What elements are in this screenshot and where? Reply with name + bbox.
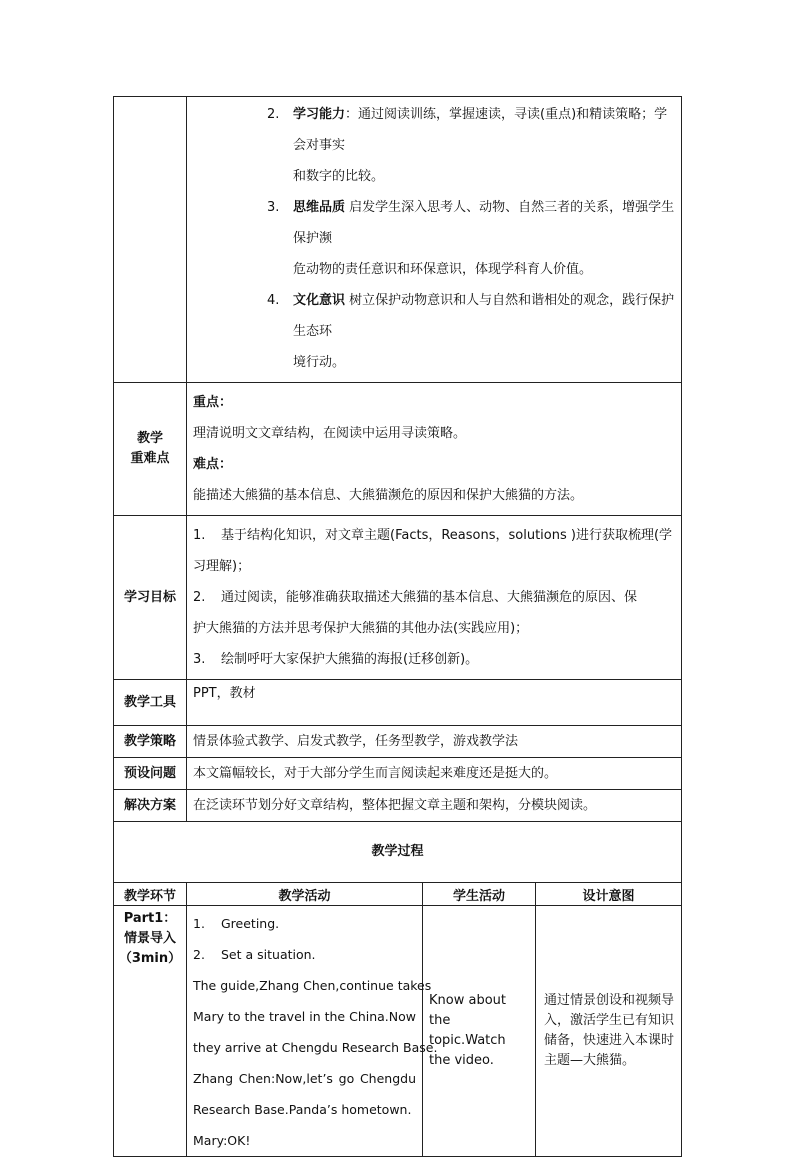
- part1-label-line3: （3min）: [118, 951, 182, 966]
- dialogue-line: Mary to the travel in the China.Now: [193, 1009, 416, 1024]
- objective-line: 通过阅读训练，掌握速读，寻读(重点)和精读策略；学会对事实: [293, 107, 668, 153]
- problem-label: 预设问题: [114, 758, 187, 790]
- problem-text: 本文篇幅较长，对于大部分学生而言阅读起来难度还是挺大的。: [187, 758, 682, 790]
- objective-item: [267, 285, 675, 378]
- objective-item: [267, 192, 675, 285]
- goal-line: 基于结构化知识，对文章主题(Facts，Reasons，solutions )进行获取梳理(学: [221, 528, 673, 543]
- learning-goals-label: 学习目标: [114, 516, 187, 680]
- objective-term: 学习能力: [293, 107, 346, 122]
- strategy-row: [114, 726, 682, 758]
- part1-label-line2: 情景导入: [123, 931, 176, 946]
- objective-text: [293, 285, 675, 378]
- key-points-row: [114, 383, 682, 516]
- activity-text: Greeting.: [221, 916, 280, 931]
- activity-number: 1.: [193, 916, 205, 931]
- header-teacher-activity: 教学活动: [187, 883, 423, 906]
- objective-sep: ：: [345, 107, 359, 122]
- goal-line: 习理解)；: [193, 559, 251, 574]
- goal-item: [193, 644, 675, 675]
- process-header-row: [114, 883, 682, 906]
- objective-text: [293, 99, 675, 192]
- dialogue-line: Mary:OK!: [193, 1133, 251, 1148]
- objective-term: 思维品质: [293, 200, 346, 215]
- part1-design-intent: 通过情景创设和视频导入，激活学生已有知识储备，快速进入本课时主题—大熊猫。: [536, 906, 682, 1157]
- goal-number: 3.: [193, 652, 206, 667]
- key-points-content: [187, 383, 682, 516]
- goal-line: 绘制呼吁大家保护大熊猫的海报(迁移创新)。: [221, 652, 479, 667]
- objective-line: 和数字的比较。: [293, 169, 385, 184]
- key-points-label-line1: 教学: [136, 431, 163, 446]
- goal-line: 护大熊猫的方法并思考保护大熊猫的其他办法(实践应用)；: [193, 621, 529, 636]
- objective-number: 4.: [267, 293, 280, 308]
- part1-label-line1: Part1：: [123, 911, 177, 926]
- objective-item: [267, 99, 675, 192]
- dialogue-line: Research Base.Panda’s hometown.: [193, 1102, 412, 1117]
- goal-number: 1.: [193, 528, 206, 543]
- objective-line: 启发学生深入思考人、动物、自然三者的关系，增强学生保护濒: [293, 200, 675, 246]
- solution-row: [114, 790, 682, 822]
- strategy-label: 教学策略: [114, 726, 187, 758]
- learning-goals-row: [114, 516, 682, 680]
- objective-number: 2.: [267, 107, 280, 122]
- objectives-content: [187, 97, 682, 383]
- objectives-row: [114, 97, 682, 383]
- solution-label: 解决方案: [114, 790, 187, 822]
- activity-item: [193, 939, 416, 970]
- objectives-label-cell: [114, 97, 187, 383]
- dialogue-line: The guide,Zhang Chen,continue takes: [193, 978, 432, 993]
- part1-student-activity: Know about the topic.Watch the video.: [423, 906, 536, 1157]
- focus-title: 重点：: [193, 395, 233, 410]
- key-points-label: [114, 383, 187, 516]
- goal-line: 通过阅读，能够准确获取描述大熊猫的基本信息、大熊猫濒危的原因、保: [221, 590, 638, 605]
- goal-item: [193, 582, 675, 644]
- tools-content: [187, 680, 682, 726]
- key-points-label-line2: 重难点: [130, 451, 170, 466]
- dialogue-line: they arrive at Chengdu Research Base.: [193, 1040, 438, 1055]
- part1-label: [114, 906, 187, 1157]
- objectives-list: [187, 99, 675, 378]
- dialogue-line: Zhang Chen:Now,let’s go Chengdu: [193, 1071, 416, 1086]
- objective-line: 境行动。: [293, 355, 346, 370]
- process-title: 教学过程: [114, 822, 682, 883]
- activity-text: Set a situation.: [221, 947, 316, 962]
- part1-teacher-activity: [187, 906, 438, 1157]
- objective-text: [293, 192, 675, 285]
- objective-line: 树立保护动物意识和人与自然和谐相处的观念，践行保护生态环: [293, 293, 675, 339]
- activity-item: [193, 908, 416, 939]
- lesson-plan-table: [113, 96, 682, 1157]
- learning-goals-content: [187, 516, 682, 680]
- solution-text: 在泛读环节划分好文章结构，整体把握文章主题和架构，分模块阅读。: [187, 790, 682, 822]
- process-title-row: [114, 822, 682, 883]
- focus-text: 理清说明文文章结构，在阅读中运用寻读策略。: [193, 426, 467, 441]
- activity-number: 2.: [193, 947, 205, 962]
- objective-line: 危动物的责任意识和环保意识，体现学科育人价值。: [293, 262, 593, 277]
- strategy-text: 情景体验式教学、启发式教学，任务型教学，游戏教学法: [187, 726, 682, 758]
- header-student-activity: 学生活动: [423, 883, 536, 906]
- tools-row: [114, 680, 682, 726]
- difficulty-text: 能描述大熊猫的基本信息、大熊猫濒危的原因和保护大熊猫的方法。: [193, 488, 584, 503]
- objective-number: 3.: [267, 200, 280, 215]
- tools-label: 教学工具: [114, 680, 187, 726]
- tools-text: PPT，教材: [193, 686, 256, 701]
- problem-row: [114, 758, 682, 790]
- goal-item: [193, 520, 675, 582]
- objective-term: 文化意识: [293, 293, 346, 308]
- difficulty-title: 难点：: [193, 457, 233, 472]
- header-design-intent: 设计意图: [536, 883, 682, 906]
- part1-row: [114, 906, 682, 1157]
- goal-number: 2.: [193, 590, 206, 605]
- header-stage: 教学环节: [114, 883, 187, 906]
